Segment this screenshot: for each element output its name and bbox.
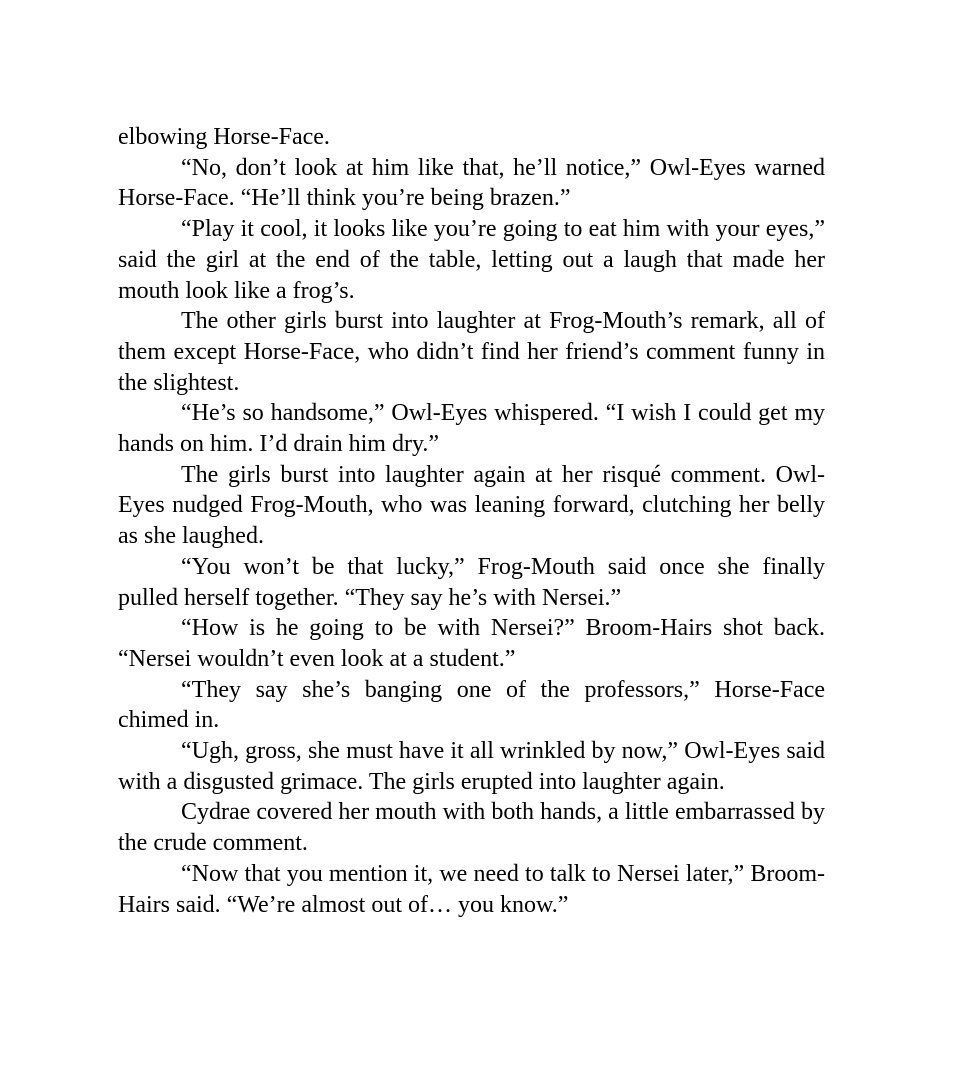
paragraph: The other girls burst into laughter at Frog-Mouth’s remark, all of them except Horse-Face, who didn’t find her friend’s comment funny in the slightest.	[118, 308, 825, 396]
paragraph: “Now that you mention it, we need to talk to Nersei later,” Broom-Hairs said. “We’re almost out of… you know.”	[118, 860, 825, 918]
paragraph-continuation: elbowing Horse-Face.	[118, 124, 330, 150]
paragraph: “You won’t be that lucky,” Frog-Mouth said once she finally pulled herself together. “They say he’s with Nersei.”	[118, 553, 825, 611]
document-page	[118, 122, 825, 920]
paragraph: “No, don’t look at him like that, he’ll notice,” Owl-Eyes warned Horse-Face. “He’ll think you’re being brazen.”	[118, 154, 825, 212]
paragraph: “He’s so handsome,” Owl-Eyes whispered. “I wish I could get my hands on him. I’d drain him dry.”	[118, 400, 825, 458]
paragraph: “They say she’s banging one of the professors,” Horse-Face chimed in.	[118, 676, 825, 734]
paragraph: Cydrae covered her mouth with both hands, a little embarrassed by the crude comment.	[118, 799, 825, 857]
paragraph: “Play it cool, it looks like you’re going to eat him with your eyes,” said the girl at the end of the table, letting out a laugh that made her mouth look like a frog’s.	[118, 216, 825, 304]
paragraph: The girls burst into laughter again at her risqué comment. Owl-Eyes nudged Frog-Mouth, who was leaning forward, clutching her belly as she laughed.	[118, 461, 825, 550]
paragraph: “Ugh, gross, she must have it all wrinkled by now,” Owl-Eyes said with a disgusted grimace. The girls erupted into laughter again.	[118, 738, 825, 795]
paragraph: “How is he going to be with Nersei?” Broom-Hairs shot back. “Nersei wouldn’t even look at a student.”	[118, 615, 825, 672]
